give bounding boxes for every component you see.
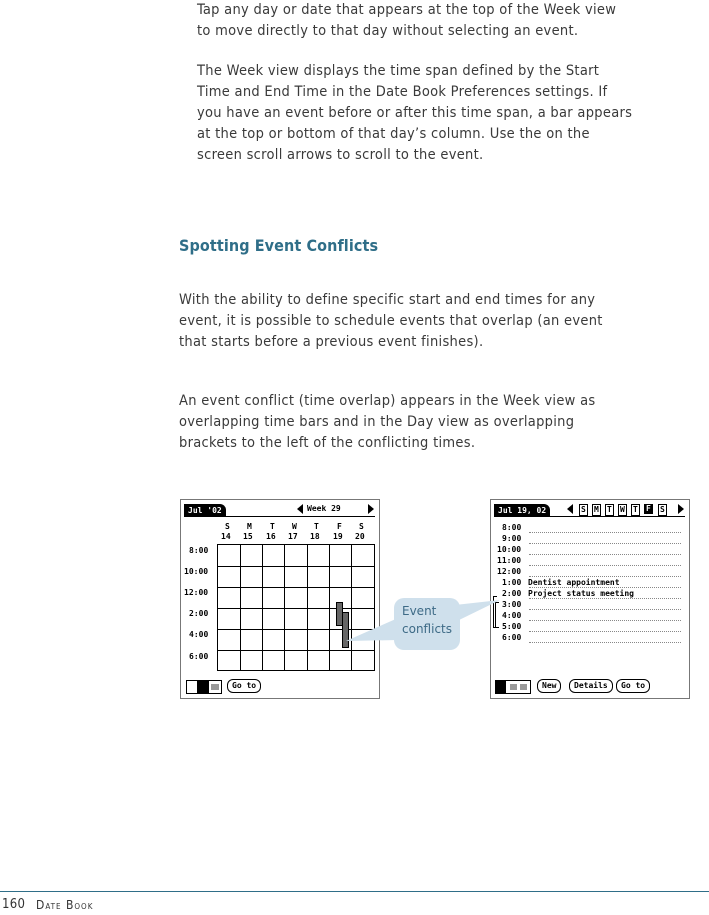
footer-rule — [0, 891, 709, 892]
day-tab[interactable]: T — [633, 505, 638, 514]
text-line: screen scroll arrows to scroll to the event. — [197, 147, 484, 163]
time-label[interactable]: 9:00 — [502, 534, 522, 543]
day-letter[interactable]: S — [359, 522, 364, 531]
section-heading: Spotting Event Conflicts — [179, 236, 379, 255]
text-line: Time and End Time in the Date Book Preferences settings. If — [197, 84, 608, 100]
day-tab[interactable]: S — [581, 505, 586, 514]
time-label: 8:00 — [189, 546, 209, 555]
day-date[interactable]: 14 — [221, 532, 231, 541]
details-button[interactable]: Details — [569, 679, 613, 693]
day-tab-selected[interactable]: F — [646, 504, 651, 513]
time-label: 2:00 — [189, 609, 209, 618]
day-date[interactable]: 17 — [288, 532, 298, 541]
time-label: 12:00 — [184, 588, 209, 597]
time-label[interactable]: 12:00 — [497, 567, 522, 576]
day-letter[interactable]: W — [292, 522, 297, 531]
day-letter[interactable]: T — [270, 522, 275, 531]
day-date[interactable]: 20 — [355, 532, 365, 541]
text-line: to move directly to that day without selecting an event. — [197, 23, 579, 39]
day-date[interactable]: 16 — [266, 532, 276, 541]
time-label: 10:00 — [184, 567, 209, 576]
callout-line: conflicts — [402, 622, 452, 636]
event-conflicts-callout — [394, 598, 460, 650]
text-line: brackets to the left of the conflicting times. — [179, 435, 476, 451]
new-button[interactable]: New — [537, 679, 561, 693]
callout-line: Event — [402, 604, 437, 618]
text-line: overlapping time bars and in the Day view as overlapping — [179, 414, 575, 430]
time-label[interactable]: 10:00 — [497, 545, 522, 554]
time-label: 4:00 — [189, 630, 209, 639]
time-label[interactable]: 2:00 — [502, 589, 522, 598]
goto-button[interactable]: Go to — [616, 679, 650, 693]
day-date[interactable]: 15 — [243, 532, 253, 541]
goto-button[interactable]: Go to — [227, 679, 261, 693]
event-entry[interactable]: Project status meeting — [528, 589, 634, 598]
text-line: event, it is possible to schedule events that overlap (an event — [179, 313, 603, 329]
text-line: you have an event before or after this time span, a bar appears — [197, 105, 633, 121]
text-line: that starts before a previous event finishes). — [179, 334, 484, 350]
week-title[interactable]: Jul '02 — [184, 504, 226, 517]
time-label[interactable]: 6:00 — [502, 633, 522, 642]
time-label[interactable]: 8:00 — [502, 523, 522, 532]
time-label[interactable]: 1:00 — [502, 578, 522, 587]
time-label[interactable]: 5:00 — [502, 622, 522, 631]
day-letter[interactable]: S — [225, 522, 230, 531]
day-tab[interactable]: S — [660, 505, 665, 514]
event-entry[interactable]: Dentist appointment — [528, 578, 620, 587]
day-date[interactable]: 19 — [333, 532, 343, 541]
time-label[interactable]: 11:00 — [497, 556, 522, 565]
time-label: 6:00 — [189, 652, 209, 661]
day-tab[interactable]: M — [594, 505, 599, 514]
day-tab[interactable]: W — [620, 505, 625, 514]
day-tab[interactable]: T — [607, 505, 612, 514]
day-letter[interactable]: M — [247, 522, 252, 531]
text-line: With the ability to define specific start and end times for any — [179, 292, 596, 308]
time-label[interactable]: 4:00 — [502, 611, 522, 620]
section-name: Date Book — [36, 898, 94, 912]
day-letter[interactable]: F — [337, 522, 342, 531]
text-line: The Week view displays the time span defined by the Start — [197, 63, 600, 79]
text-line: An event conflict (time overlap) appears in the Week view as — [179, 393, 596, 409]
text-line: at the top or bottom of that day’s column. Use the on the — [197, 126, 590, 142]
day-letter[interactable]: T — [314, 522, 319, 531]
day-title[interactable]: Jul 19, 02 — [494, 504, 550, 517]
day-date[interactable]: 18 — [310, 532, 320, 541]
page-number: 160 — [2, 897, 26, 912]
week-label: Week 29 — [307, 504, 341, 513]
time-label[interactable]: 3:00 — [502, 600, 522, 609]
text-line: Tap any day or date that appears at the top of the Week view — [197, 2, 617, 18]
